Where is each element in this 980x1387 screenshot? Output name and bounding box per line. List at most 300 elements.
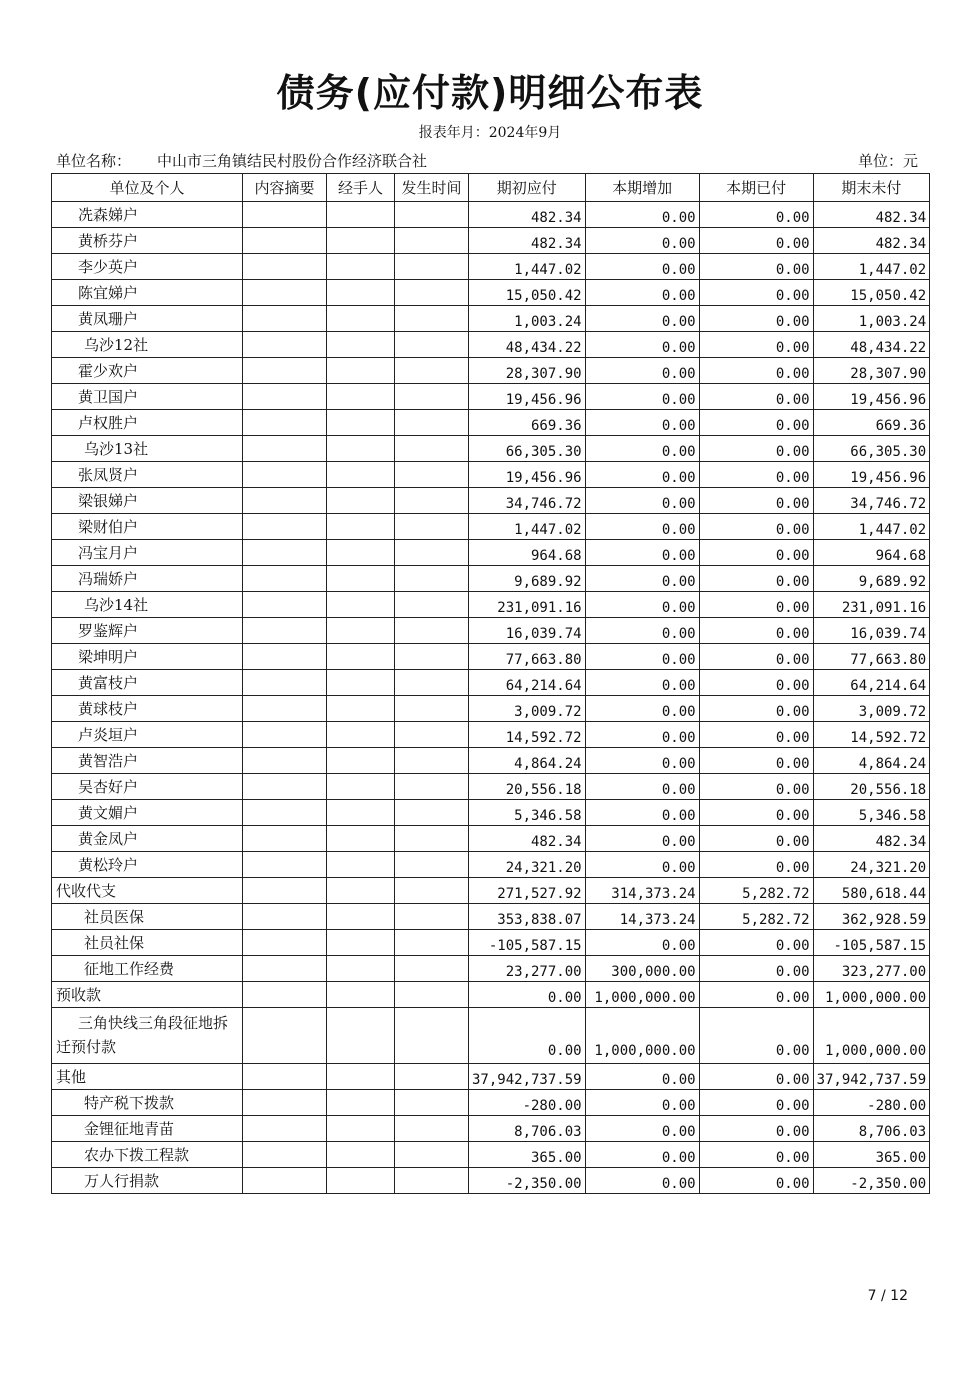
- table-row: [52, 670, 930, 696]
- increase-cell: 0.00: [585, 930, 699, 956]
- page-title: 债务(应付款)明细公布表: [276, 71, 704, 115]
- closing-cell: 362,928.59: [813, 904, 930, 930]
- opening-cell: 353,838.07: [469, 904, 586, 930]
- increase-cell: 0.00: [585, 1116, 699, 1142]
- table-row: [52, 1090, 930, 1116]
- date-cell: [395, 566, 469, 592]
- row-name-cell: 特产税下拨款: [52, 1090, 243, 1116]
- opening-cell: 231,091.16: [469, 592, 586, 618]
- opening-cell: 9,689.92: [469, 566, 586, 592]
- handler-cell: [327, 540, 395, 566]
- handler-cell: [327, 280, 395, 306]
- date-cell: [395, 228, 469, 254]
- handler-cell: [327, 592, 395, 618]
- table-row: [52, 332, 930, 358]
- summary-cell: [243, 1168, 327, 1194]
- table-row: [52, 254, 930, 280]
- closing-cell: 19,456.96: [813, 462, 930, 488]
- row-name-cell: 黄卫国户: [52, 384, 243, 410]
- row-name-cell: 黄松玲户: [52, 852, 243, 878]
- report-period: 报表年月：2024年9月: [418, 125, 562, 141]
- col-header-handler: 经手人: [327, 174, 395, 202]
- row-name-cell: 吴杏好户: [52, 774, 243, 800]
- closing-cell: 77,663.80: [813, 644, 930, 670]
- closing-cell: 1,003.24: [813, 306, 930, 332]
- paid-cell: 0.00: [699, 462, 813, 488]
- increase-cell: 0.00: [585, 384, 699, 410]
- closing-cell: -280.00: [813, 1090, 930, 1116]
- increase-cell: 314,373.24: [585, 878, 699, 904]
- paid-cell: 0.00: [699, 1008, 813, 1064]
- opening-cell: 0.00: [469, 982, 586, 1008]
- summary-cell: [243, 306, 327, 332]
- date-cell: [395, 1142, 469, 1168]
- summary-cell: [243, 618, 327, 644]
- closing-cell: 1,447.02: [813, 514, 930, 540]
- paid-cell: 0.00: [699, 982, 813, 1008]
- closing-cell: 20,556.18: [813, 774, 930, 800]
- currency-unit: 单位：元: [857, 152, 918, 170]
- increase-cell: 0.00: [585, 566, 699, 592]
- increase-cell: 0.00: [585, 332, 699, 358]
- closing-cell: 15,050.42: [813, 280, 930, 306]
- handler-cell: [327, 254, 395, 280]
- opening-cell: 24,321.20: [469, 852, 586, 878]
- paid-cell: 0.00: [699, 592, 813, 618]
- opening-cell: 964.68: [469, 540, 586, 566]
- summary-cell: [243, 644, 327, 670]
- paid-cell: 0.00: [699, 280, 813, 306]
- row-name-cell: 陈宜娣户: [52, 280, 243, 306]
- increase-cell: 0.00: [585, 280, 699, 306]
- table-row: [52, 306, 930, 332]
- date-cell: [395, 1008, 469, 1064]
- date-cell: [395, 514, 469, 540]
- closing-cell: 28,307.90: [813, 358, 930, 384]
- handler-cell: [327, 774, 395, 800]
- row-name-cell: 冼森娣户: [52, 202, 243, 228]
- row-name-cell: 社员医保: [52, 904, 243, 930]
- row-name-cell: 霍少欢户: [52, 358, 243, 384]
- paid-cell: 0.00: [699, 1142, 813, 1168]
- date-cell: [395, 358, 469, 384]
- increase-cell: 0.00: [585, 540, 699, 566]
- opening-cell: 4,864.24: [469, 748, 586, 774]
- summary-cell: [243, 358, 327, 384]
- date-cell: [395, 1168, 469, 1194]
- handler-cell: [327, 956, 395, 982]
- table-row: [52, 540, 930, 566]
- table-row: [52, 1116, 930, 1142]
- closing-cell: 9,689.92: [813, 566, 930, 592]
- paid-cell: 0.00: [699, 514, 813, 540]
- closing-cell: 1,447.02: [813, 254, 930, 280]
- summary-cell: [243, 1064, 327, 1090]
- row-name-cell: 卢权胜户: [52, 410, 243, 436]
- row-name-cell: 乌沙12社: [52, 332, 243, 358]
- paid-cell: 0.00: [699, 384, 813, 410]
- handler-cell: [327, 852, 395, 878]
- date-cell: [395, 280, 469, 306]
- table-row: [52, 748, 930, 774]
- row-name-cell: 黄智浩户: [52, 748, 243, 774]
- closing-cell: -2,350.00: [813, 1168, 930, 1194]
- table-row: [52, 904, 930, 930]
- opening-cell: 19,456.96: [469, 384, 586, 410]
- date-cell: [395, 436, 469, 462]
- table-row: [52, 1064, 930, 1090]
- date-cell: [395, 852, 469, 878]
- summary-cell: [243, 1090, 327, 1116]
- table-row: [52, 358, 930, 384]
- handler-cell: [327, 436, 395, 462]
- paid-cell: 0.00: [699, 696, 813, 722]
- handler-cell: [327, 696, 395, 722]
- paid-cell: 0.00: [699, 644, 813, 670]
- date-cell: [395, 904, 469, 930]
- opening-cell: 482.34: [469, 228, 586, 254]
- paid-cell: 0.00: [699, 540, 813, 566]
- increase-cell: 0.00: [585, 254, 699, 280]
- date-cell: [395, 618, 469, 644]
- summary-cell: [243, 410, 327, 436]
- table-row: [52, 878, 930, 904]
- handler-cell: [327, 228, 395, 254]
- row-name-cell: 征地工作经费: [52, 956, 243, 982]
- date-cell: [395, 202, 469, 228]
- row-name-cell: 乌沙13社: [52, 436, 243, 462]
- table-header-row: [52, 174, 930, 202]
- increase-cell: 0.00: [585, 852, 699, 878]
- closing-cell: 24,321.20: [813, 852, 930, 878]
- summary-cell: [243, 904, 327, 930]
- opening-cell: 5,346.58: [469, 800, 586, 826]
- opening-cell: 365.00: [469, 1142, 586, 1168]
- increase-cell: 0.00: [585, 488, 699, 514]
- table-row: [52, 436, 930, 462]
- table-row: [52, 462, 930, 488]
- opening-cell: 482.34: [469, 826, 586, 852]
- date-cell: [395, 644, 469, 670]
- closing-cell: 580,618.44: [813, 878, 930, 904]
- paid-cell: 0.00: [699, 254, 813, 280]
- summary-cell: [243, 1116, 327, 1142]
- increase-cell: 0.00: [585, 774, 699, 800]
- table-row: [52, 488, 930, 514]
- row-name-cell: 黄富枝户: [52, 670, 243, 696]
- table-row: [52, 618, 930, 644]
- summary-cell: [243, 514, 327, 540]
- summary-cell: [243, 592, 327, 618]
- row-name-cell: 张凤贤户: [52, 462, 243, 488]
- summary-cell: [243, 254, 327, 280]
- closing-cell: -105,587.15: [813, 930, 930, 956]
- col-header-entity: 单位及个人: [52, 174, 243, 202]
- increase-cell: 0.00: [585, 436, 699, 462]
- date-cell: [395, 1116, 469, 1142]
- date-cell: [395, 332, 469, 358]
- opening-cell: 15,050.42: [469, 280, 586, 306]
- date-cell: [395, 826, 469, 852]
- paid-cell: 0.00: [699, 436, 813, 462]
- summary-cell: [243, 202, 327, 228]
- date-cell: [395, 878, 469, 904]
- date-cell: [395, 670, 469, 696]
- increase-cell: 300,000.00: [585, 956, 699, 982]
- paid-cell: 0.00: [699, 618, 813, 644]
- paid-cell: 0.00: [699, 722, 813, 748]
- opening-cell: 64,214.64: [469, 670, 586, 696]
- date-cell: [395, 306, 469, 332]
- handler-cell: [327, 644, 395, 670]
- opening-cell: 3,009.72: [469, 696, 586, 722]
- increase-cell: 0.00: [585, 748, 699, 774]
- handler-cell: [327, 1168, 395, 1194]
- opening-cell: 48,434.22: [469, 332, 586, 358]
- page-number: 7 / 12: [867, 1288, 908, 1304]
- paid-cell: 0.00: [699, 748, 813, 774]
- closing-cell: 3,009.72: [813, 696, 930, 722]
- closing-cell: 365.00: [813, 1142, 930, 1168]
- opening-cell: 482.34: [469, 202, 586, 228]
- increase-cell: 0.00: [585, 644, 699, 670]
- summary-cell: [243, 280, 327, 306]
- summary-cell: [243, 722, 327, 748]
- increase-cell: 0.00: [585, 1168, 699, 1194]
- handler-cell: [327, 306, 395, 332]
- summary-cell: [243, 852, 327, 878]
- unit-name-label: 单位名称：: [56, 152, 132, 170]
- date-cell: [395, 1090, 469, 1116]
- increase-cell: 0.00: [585, 202, 699, 228]
- summary-cell: [243, 696, 327, 722]
- handler-cell: [327, 826, 395, 852]
- paid-cell: 0.00: [699, 488, 813, 514]
- row-name-cell: 代收代支: [52, 878, 243, 904]
- closing-cell: 8,706.03: [813, 1116, 930, 1142]
- table-row: [52, 410, 930, 436]
- increase-cell: 0.00: [585, 410, 699, 436]
- increase-cell: 0.00: [585, 696, 699, 722]
- increase-cell: 14,373.24: [585, 904, 699, 930]
- increase-cell: 1,000,000.00: [585, 982, 699, 1008]
- row-name-cell: 万人行捐款: [52, 1168, 243, 1194]
- opening-cell: 23,277.00: [469, 956, 586, 982]
- summary-cell: [243, 1008, 327, 1064]
- handler-cell: [327, 1116, 395, 1142]
- handler-cell: [327, 202, 395, 228]
- date-cell: [395, 1064, 469, 1090]
- closing-cell: 19,456.96: [813, 384, 930, 410]
- closing-cell: 5,346.58: [813, 800, 930, 826]
- increase-cell: 0.00: [585, 670, 699, 696]
- paid-cell: 0.00: [699, 1168, 813, 1194]
- opening-cell: 37,942,737.59: [469, 1064, 586, 1090]
- table-row: [52, 956, 930, 982]
- summary-cell: [243, 670, 327, 696]
- handler-cell: [327, 618, 395, 644]
- paid-cell: 0.00: [699, 332, 813, 358]
- date-cell: [395, 748, 469, 774]
- paid-cell: 0.00: [699, 566, 813, 592]
- closing-cell: 16,039.74: [813, 618, 930, 644]
- paid-cell: 0.00: [699, 852, 813, 878]
- increase-cell: 0.00: [585, 228, 699, 254]
- debt-detail-table: [51, 173, 930, 1194]
- paid-cell: 0.00: [699, 1064, 813, 1090]
- handler-cell: [327, 1142, 395, 1168]
- closing-cell: 48,434.22: [813, 332, 930, 358]
- summary-cell: [243, 384, 327, 410]
- summary-cell: [243, 436, 327, 462]
- date-cell: [395, 488, 469, 514]
- row-name-cell: 罗鉴辉户: [52, 618, 243, 644]
- summary-cell: [243, 800, 327, 826]
- closing-cell: 1,000,000.00: [813, 1008, 930, 1064]
- row-name-cell: 黄凤珊户: [52, 306, 243, 332]
- paid-cell: 0.00: [699, 670, 813, 696]
- opening-cell: 20,556.18: [469, 774, 586, 800]
- col-header-paid: 本期已付: [699, 174, 813, 202]
- paid-cell: 0.00: [699, 202, 813, 228]
- handler-cell: [327, 358, 395, 384]
- handler-cell: [327, 384, 395, 410]
- closing-cell: 482.34: [813, 826, 930, 852]
- paid-cell: 0.00: [699, 930, 813, 956]
- date-cell: [395, 696, 469, 722]
- opening-cell: 271,527.92: [469, 878, 586, 904]
- closing-cell: 964.68: [813, 540, 930, 566]
- opening-cell: 16,039.74: [469, 618, 586, 644]
- table-row: [52, 800, 930, 826]
- table-row: [52, 514, 930, 540]
- table-row: [52, 826, 930, 852]
- opening-cell: 1,003.24: [469, 306, 586, 332]
- row-name-cell: 李少英户: [52, 254, 243, 280]
- handler-cell: [327, 462, 395, 488]
- paid-cell: 0.00: [699, 774, 813, 800]
- increase-cell: 0.00: [585, 306, 699, 332]
- table-row: [52, 722, 930, 748]
- handler-cell: [327, 722, 395, 748]
- summary-cell: [243, 982, 327, 1008]
- handler-cell: [327, 566, 395, 592]
- opening-cell: 34,746.72: [469, 488, 586, 514]
- paid-cell: 0.00: [699, 956, 813, 982]
- table-row: [52, 774, 930, 800]
- col-header-opening: 期初应付: [469, 174, 586, 202]
- row-name-cell: 卢炎垣户: [52, 722, 243, 748]
- table-row: [52, 228, 930, 254]
- date-cell: [395, 956, 469, 982]
- row-name-cell: 黄球枝户: [52, 696, 243, 722]
- opening-cell: 8,706.03: [469, 1116, 586, 1142]
- table-row: [52, 982, 930, 1008]
- row-name-cell: 其他: [52, 1064, 243, 1090]
- handler-cell: [327, 514, 395, 540]
- closing-cell: 1,000,000.00: [813, 982, 930, 1008]
- paid-cell: 0.00: [699, 1090, 813, 1116]
- row-name-cell: 金锂征地青苗: [52, 1116, 243, 1142]
- handler-cell: [327, 930, 395, 956]
- handler-cell: [327, 800, 395, 826]
- row-name-cell: 梁银娣户: [52, 488, 243, 514]
- date-cell: [395, 982, 469, 1008]
- paid-cell: 5,282.72: [699, 878, 813, 904]
- paid-cell: 0.00: [699, 228, 813, 254]
- date-cell: [395, 774, 469, 800]
- summary-cell: [243, 774, 327, 800]
- handler-cell: [327, 1064, 395, 1090]
- table-row: [52, 930, 930, 956]
- unit-name-line: [56, 150, 427, 171]
- handler-cell: [327, 748, 395, 774]
- date-cell: [395, 254, 469, 280]
- summary-cell: [243, 1142, 327, 1168]
- date-cell: [395, 462, 469, 488]
- paid-cell: 0.00: [699, 1116, 813, 1142]
- increase-cell: 0.00: [585, 1142, 699, 1168]
- handler-cell: [327, 1090, 395, 1116]
- col-header-increase: 本期增加: [585, 174, 699, 202]
- table-row: [52, 1168, 930, 1194]
- row-name-cell: 冯宝月户: [52, 540, 243, 566]
- increase-cell: 0.00: [585, 826, 699, 852]
- summary-cell: [243, 878, 327, 904]
- table-row: [52, 592, 930, 618]
- row-name-cell: 冯瑞娇户: [52, 566, 243, 592]
- handler-cell: [327, 904, 395, 930]
- opening-cell: 669.36: [469, 410, 586, 436]
- row-name-cell: 乌沙14社: [52, 592, 243, 618]
- closing-cell: 669.36: [813, 410, 930, 436]
- paid-cell: 0.00: [699, 306, 813, 332]
- unit-name-value: 中山市三角镇结民村股份合作经济联合社: [157, 152, 428, 170]
- increase-cell: 0.00: [585, 358, 699, 384]
- col-header-date: 发生时间: [395, 174, 469, 202]
- row-name-cell: 黄金凤户: [52, 826, 243, 852]
- table-row: [52, 696, 930, 722]
- summary-cell: [243, 488, 327, 514]
- increase-cell: 0.00: [585, 618, 699, 644]
- opening-cell: 1,447.02: [469, 254, 586, 280]
- closing-cell: 4,864.24: [813, 748, 930, 774]
- paid-cell: 0.00: [699, 410, 813, 436]
- row-name-cell: 社员社保: [52, 930, 243, 956]
- increase-cell: 0.00: [585, 1064, 699, 1090]
- closing-cell: 482.34: [813, 228, 930, 254]
- table-row: [52, 202, 930, 228]
- row-name-cell: 梁坤明户: [52, 644, 243, 670]
- summary-cell: [243, 228, 327, 254]
- closing-cell: 34,746.72: [813, 488, 930, 514]
- closing-cell: 231,091.16: [813, 592, 930, 618]
- date-cell: [395, 722, 469, 748]
- opening-cell: 0.00: [469, 1008, 586, 1064]
- closing-cell: 482.34: [813, 202, 930, 228]
- date-cell: [395, 410, 469, 436]
- opening-cell: 14,592.72: [469, 722, 586, 748]
- increase-cell: 0.00: [585, 514, 699, 540]
- date-cell: [395, 540, 469, 566]
- opening-cell: 19,456.96: [469, 462, 586, 488]
- increase-cell: 0.00: [585, 1090, 699, 1116]
- increase-cell: 0.00: [585, 462, 699, 488]
- table-row: [52, 280, 930, 306]
- handler-cell: [327, 982, 395, 1008]
- table-row: [52, 384, 930, 410]
- closing-cell: 323,277.00: [813, 956, 930, 982]
